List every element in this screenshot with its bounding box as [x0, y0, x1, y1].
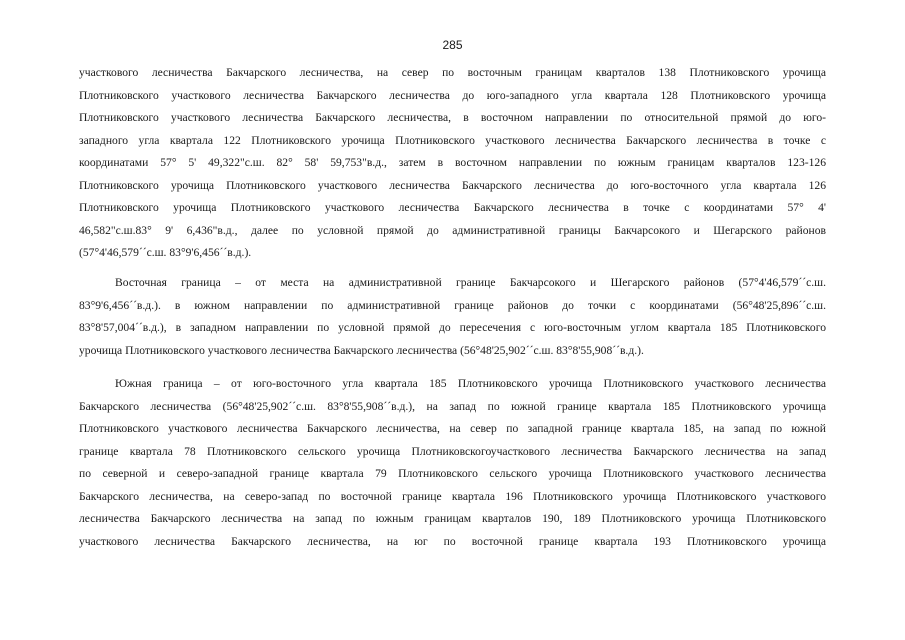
- text-line: Плотниковского участкового лесничества Бакчарского лесничества, на север по западной границе квартала 185, на запад по южной: [79, 422, 826, 435]
- text-line: Восточная граница – от места на административной границе Бакчарсокого и Шегарского районов (57°4'46,579´´с.ш.: [115, 276, 826, 289]
- text-line: координатами 57° 5' 49,322"с.ш. 82° 58' 59,753"в.д., затем в восточном направлении по южным границам кварталов 123-126: [79, 156, 826, 169]
- text-line: Бакчарского лесничества (56°48'25,902´´с.ш. 83°8'55,908´´в.д.), на запад по южной границе квартала 185 Плотниковского урочища: [79, 399, 826, 413]
- text-line: лесничества Бакчарского лесничества на запад по южным границам кварталов 190, 189 Плотниковского урочища Плотниковского: [79, 512, 826, 525]
- text-line: Плотниковского урочища Плотниковского участкового лесничества Бакчарского лесничества в точке с координатами 57° 4': [79, 201, 826, 214]
- paragraph-south-boundary: [79, 373, 826, 553]
- text-line: по северной и северо-западной границе квартала 79 Плотниковского сельского урочища Плотниковского участкового лесничества: [79, 467, 826, 480]
- text-line: Южная граница – от юго-восточного угла квартала 185 Плотниковского урочища Плотниковского участкового лесничества: [115, 377, 826, 390]
- text-line: западного угла квартала 122 Плотниковского урочища Плотниковского участкового лесничества Бакчарского лесничества в точке с: [79, 133, 826, 147]
- text-line: 46,582"с.ш.83° 9' 6,436"в.д., далее по условной прямой до административной границы Бакчарсокого и Шегарского районов: [79, 223, 826, 237]
- text-line: (57°4'46,579´´с.ш. 83°9'6,456´´в.д.).: [79, 246, 252, 259]
- text-line: Бакчарского лесничества, на северо-запад по восточной границе квартала 196 Плотниковского урочища Плотниковского участкового: [79, 489, 826, 503]
- text-line: урочища Плотниковского участкового лесничества Бакчарского лесничества (56°48'25,902´´с.ш. 83°8'55,908´´в.д.).: [79, 343, 644, 357]
- paragraph-east-boundary: [79, 272, 826, 362]
- paragraph-north-boundary-continued: [79, 62, 826, 265]
- text-line: участкового лесничества Бакчарского лесничества, на север по восточным границам кварталов 138 Плотниковского урочища: [79, 66, 826, 79]
- text-line: 83°8'57,004´´в.д.), в западном направлении по условной прямой до пересечения с юго-восточным углом квартала 185 Плотниковского: [79, 321, 826, 334]
- text-line: участкового лесничества Бакчарского лесничества, на юг по восточной границе квартала 193 Плотниковского урочища: [79, 534, 826, 548]
- text-line: Плотниковского урочища Плотниковского участкового лесничества Бакчарского лесничества до юго-восточного угла квартала 126: [79, 178, 826, 192]
- text-line: 83°9'6,456´´в.д.). в южном направлении по административной границе районов до точки с координатами (56°48'25,896´´с.ш.: [79, 298, 826, 312]
- page-number: 285: [442, 38, 463, 52]
- text-line: границе квартала 78 Плотниковского сельского урочища Плотниковскогоучасткового лесничества Бакчарского лесничества на запад: [79, 444, 826, 458]
- text-line: Плотниковского участкового лесничества Бакчарского лесничества, в восточном направлении по относительной прямой до юго-: [79, 111, 826, 124]
- text-line: Плотниковского участкового лесничества Бакчарского лесничества до юго-западного угла квартала 128 Плотниковского урочища: [79, 88, 826, 102]
